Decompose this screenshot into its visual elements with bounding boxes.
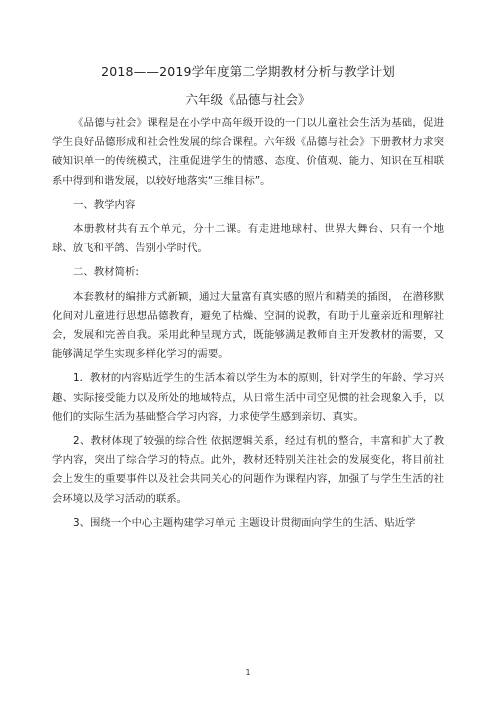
page-number: 1: [245, 668, 251, 677]
teaching-content-paragraph: 本册教材共有五个单元，分十二课。有走进地球村、世界大舞台、只有一个地球、放飞和平鸽、告别小学时代。: [52, 223, 444, 255]
section-heading-textbook-analysis: 二、教材简析:: [73, 266, 139, 279]
textbook-analysis-paragraph: 本套教材的编排方式新颖，通过大量富有真实感的照片和精美的插图， 在潜移默化间对儿童进行思想品德教育，避免了枯燥、空洞的说教，有助于儿童亲近和理解社会，发展和完善自我。采用此种呈现方式，既能够满足教师自主开发教材的需要，又能够满足学生实现多样化学习的需要。: [52, 290, 444, 361]
analysis-point-2: 2、教材体现了较强的综合性 依据逻辑关系，经过有机的整合，丰富和扩大了教学内容，突出了综合学习的特点。此外，教材还特别关注社会的发展变化，将目前社会上发生的重要事件以及社会共同关心的问题作为课程内容，加强了与学生生活的社会环境以及学习活动的联系。: [52, 435, 444, 505]
analysis-point-3: 3、围绕一个中心主题构建学习单元 主题设计贯彻面向学生的生活、贴近学: [73, 516, 416, 529]
section-heading-teaching-content: 一、教学内容: [73, 198, 136, 211]
intro-paragraph: 《品德与社会》课程是在小学中高年级开设的一门以儿童社会生活为基础，促进学生良好品德形成和社会性发展的综合课程。六年级《品德与社会》下册教材力求突破知识单一的传统模式，注重促进学生的情感、态度、价值观、能力、知识在互相联系中得到和谐发展，以较好地落实“三维目标”。: [52, 117, 444, 187]
analysis-point-1: 1．教材的内容贴近学生的生活本着以学生为本的原则，针对学生的年龄、学习兴趣、实际接受能力以及所处的地域特点，从日常生活中司空见惯的社会现象入手，以他们的实际生活为基础整合学习内容，力求使学生感到亲切、真实。: [52, 372, 444, 423]
document-title: 2018——2019学年度第二学期教材分析与教学计划: [101, 64, 395, 79]
document-subtitle: 六年级《品德与社会》: [185, 92, 311, 107]
